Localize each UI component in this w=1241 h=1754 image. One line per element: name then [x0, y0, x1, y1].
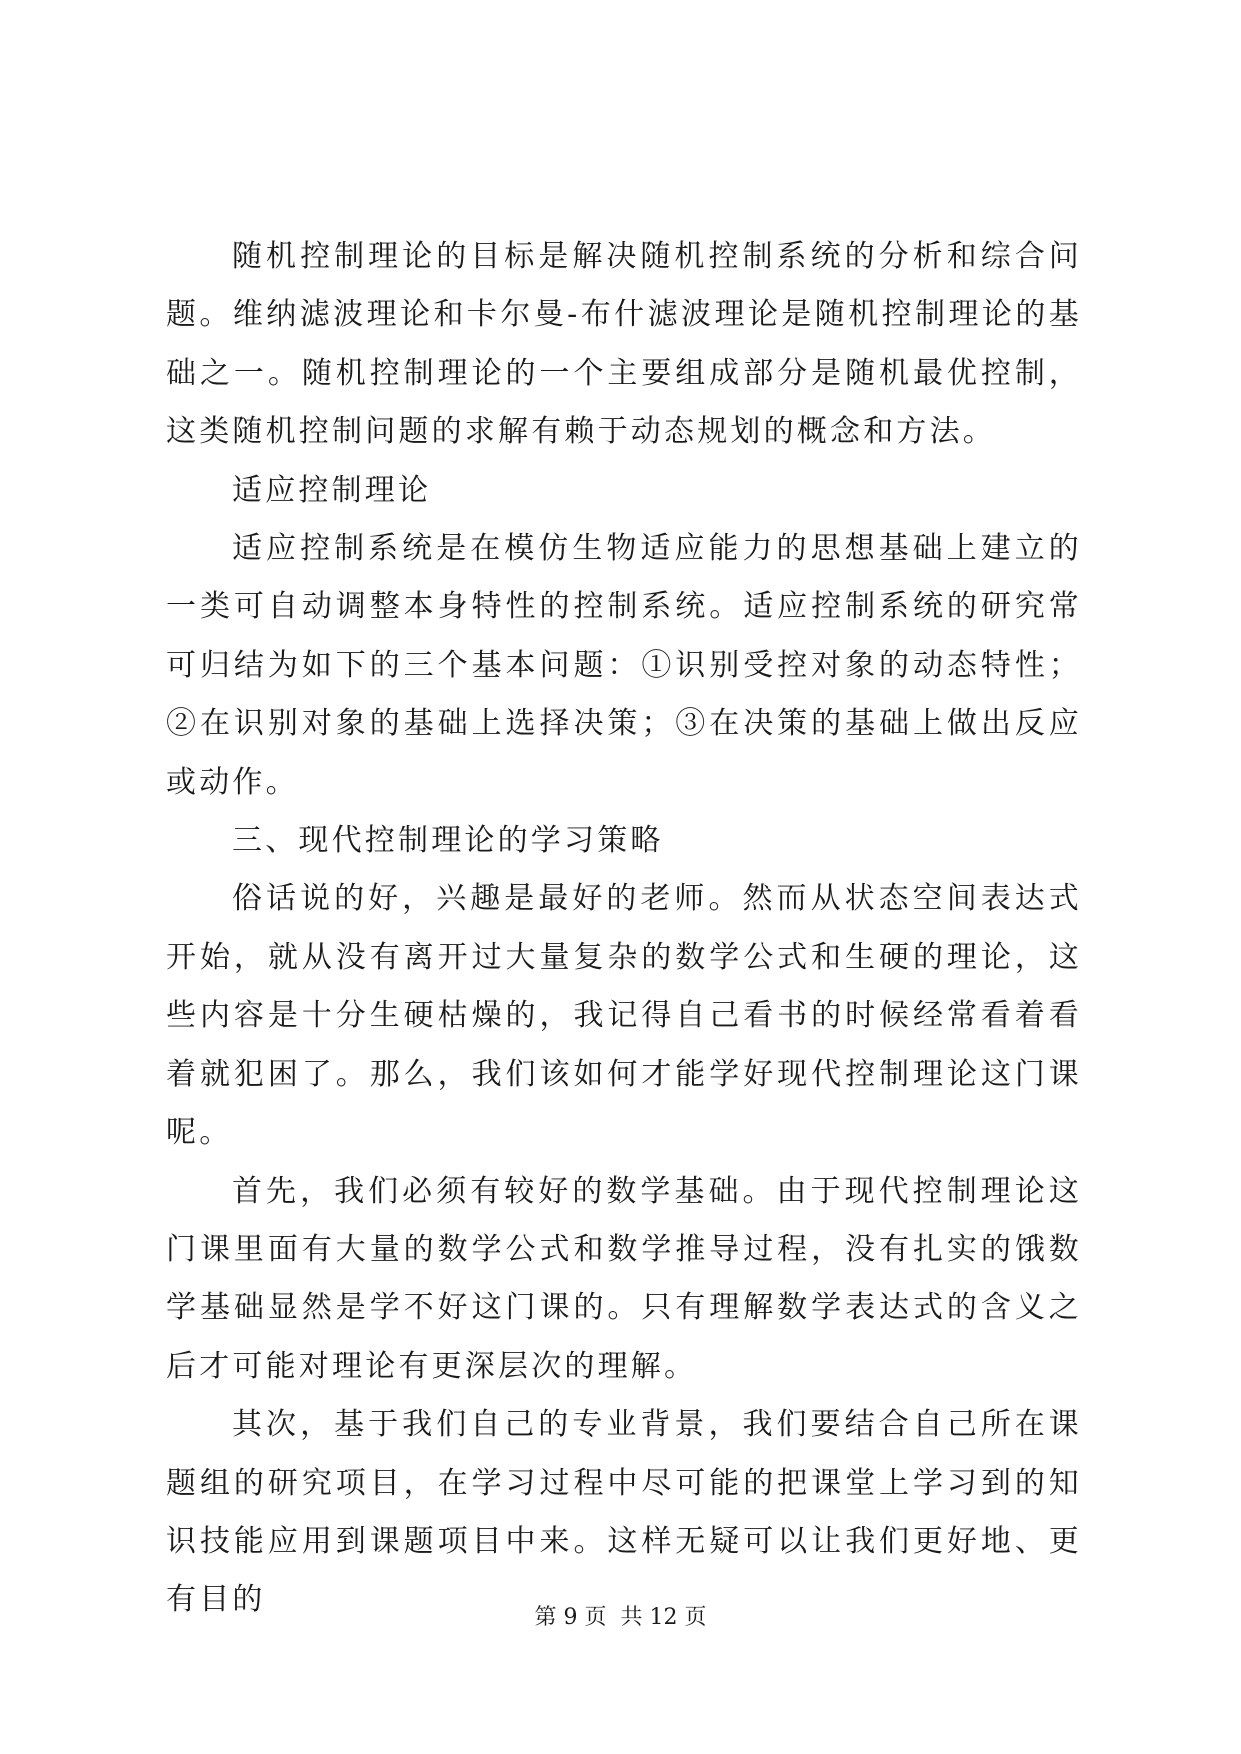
paragraph-math-foundation: 首先，我们必须有较好的数学基础。由于现代控制理论这门课里面有大量的数学公式和数学推导过程，没有扎实的饿数学基础显然是学不好这门课的。只有理解数学表达式的含义之后才可能对理论有更深层次的理解。	[166, 1173, 1082, 1384]
page-number: 第 9 页 共 12 页	[534, 1605, 707, 1630]
heading-adaptive-control: 适应控制理论	[232, 472, 432, 508]
paragraph-interest: 俗话说的好，兴趣是最好的老师。然而从状态空间表达式开始，就从没有离开过大量复杂的数学公式和生硬的理论，这些内容是十分生硬枯燥的，我记得自己看书的时候经常看着看着就犯困了。那么，我们该如何才能学好现代控制理论这门课呢。	[166, 881, 1082, 1151]
paragraph-research-project: 其次，基于我们自己的专业背景，我们要结合自己所在课题组的研究项目，在学习过程中尽可能的把课堂上学习到的知识技能应用到课题项目中来。这样无疑可以让我们更好地、更有目的	[166, 1407, 1082, 1618]
heading-learning-strategy: 三、现代控制理论的学习策略	[232, 823, 664, 859]
paragraph-adaptive-control: 适应控制系统是在模仿生物适应能力的思想基础上建立的一类可自动调整本身特性的控制系统。适应控制系统的研究常可归结为如下的三个基本问题：①识别受控对象的动态特性；②在识别对象的基础上选择决策；③在决策的基础上做出反应或动作。	[166, 531, 1082, 800]
document-body	[166, 228, 1082, 1630]
page-footer	[0, 1603, 1241, 1633]
paragraph-stochastic-control: 随机控制理论的目标是解决随机控制系统的分析和综合问题。维纳滤波理论和卡尔曼-布什滤波理论是随机控制理论的基础之一。随机控制理论的一个主要组成部分是随机最优控制，这类随机控制问题的求解有赖于动态规划的概念和方法。	[166, 239, 1082, 450]
